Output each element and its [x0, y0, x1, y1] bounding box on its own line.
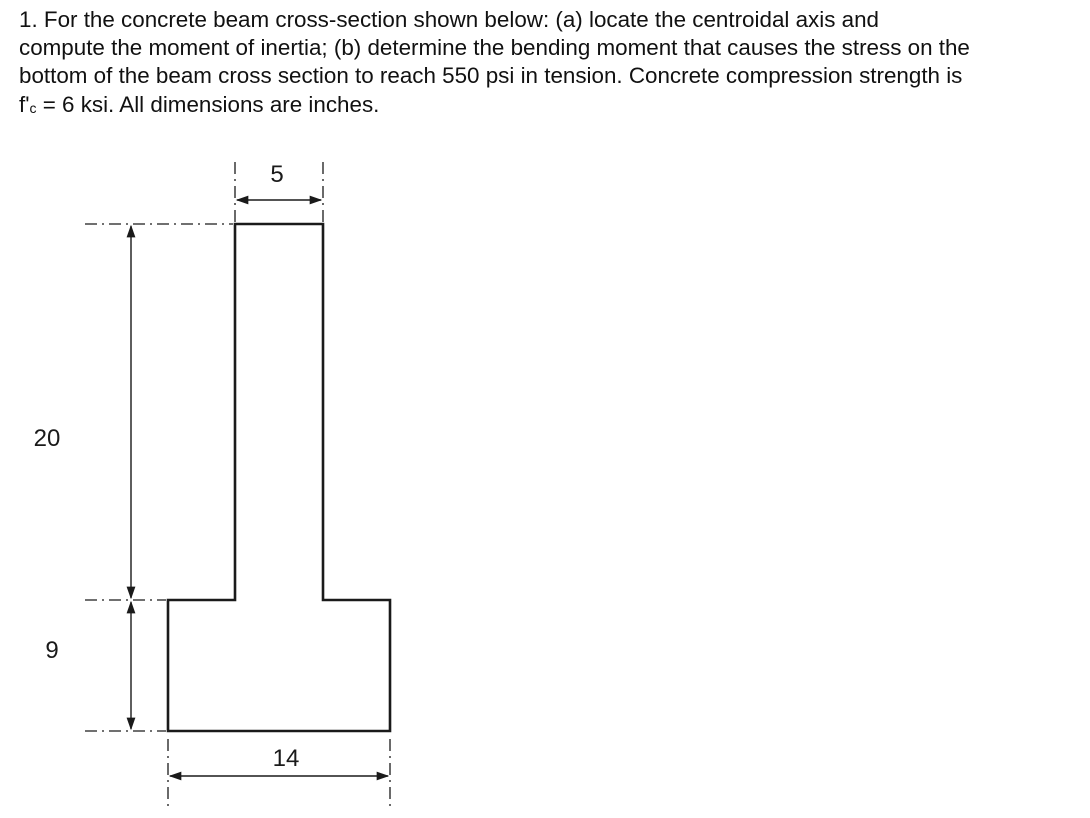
web-width-label: 5	[270, 161, 284, 188]
problem-line-2: compute the moment of inertia; (b) determine the bending moment that causes the stress on the	[19, 35, 970, 61]
dimension-lines	[131, 200, 388, 776]
flange-width-label: 14	[272, 745, 300, 772]
problem-line-1: 1. For the concrete beam cross-section shown below: (a) locate the centroidal axis and	[19, 7, 879, 32]
fc-subscript: c	[29, 99, 37, 116]
beam-outline	[168, 224, 390, 731]
fc-value-text: = 6 ksi. All dimensions are inches.	[36, 91, 380, 117]
problem-line-3: bottom of the beam cross section to reach 550 psi in tension. Concrete compression strength is	[19, 63, 963, 89]
fc-symbol: f'	[19, 91, 30, 117]
flange-height-label: 9	[45, 637, 59, 664]
web-height-label: 20	[33, 425, 61, 452]
